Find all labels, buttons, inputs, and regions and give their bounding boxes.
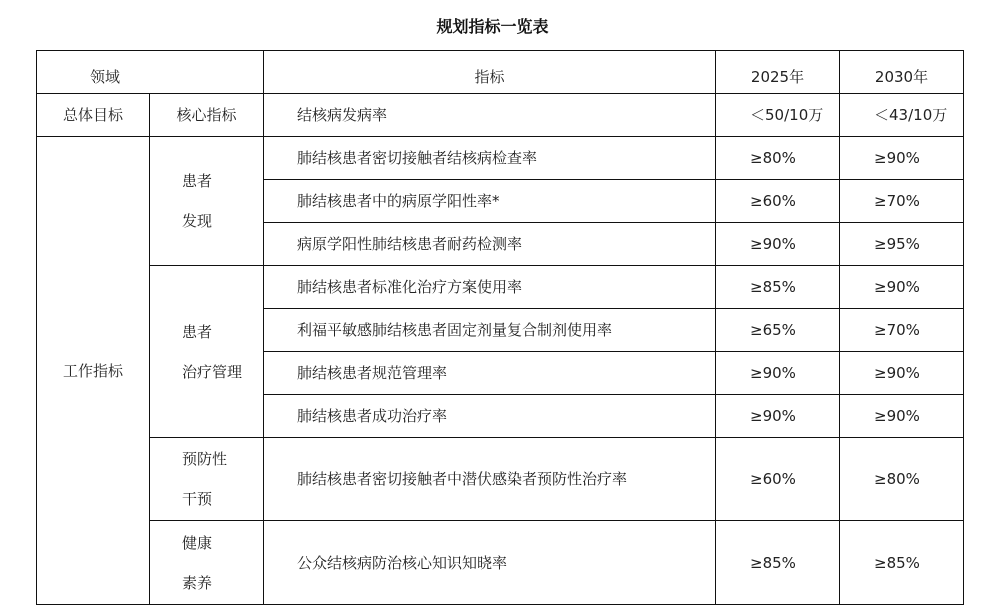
value-2025: ≥90% bbox=[716, 223, 840, 266]
value-2030: ≥90% bbox=[840, 266, 964, 309]
indicator-cell: 肺结核患者密切接触者中潜伏感染者预防性治疗率 bbox=[264, 438, 716, 521]
value-2030: ≥70% bbox=[840, 309, 964, 352]
value-2030: ≥85% bbox=[840, 521, 964, 605]
indicator-cell: 肺结核患者中的病原学阳性率* bbox=[264, 180, 716, 223]
table-row bbox=[37, 266, 964, 309]
indicator-cell: 肺结核患者成功治疗率 bbox=[264, 395, 716, 438]
table-row bbox=[37, 137, 964, 180]
value-2025: ≥90% bbox=[716, 352, 840, 395]
value-2025: ≥65% bbox=[716, 309, 840, 352]
table-row bbox=[37, 438, 964, 521]
value-2030: ≥90% bbox=[840, 352, 964, 395]
header-2030: 2030年 bbox=[840, 51, 964, 94]
value-2025: ≥85% bbox=[716, 521, 840, 605]
group-health-literacy: 健康 素养 bbox=[150, 521, 264, 605]
indicator-cell: 公众结核病防治核心知识知晓率 bbox=[264, 521, 716, 605]
indicator-cell: 肺结核患者密切接触者结核病检查率 bbox=[264, 137, 716, 180]
value-2025: ＜50/10万 bbox=[716, 94, 840, 137]
header-domain: 领域 bbox=[37, 51, 264, 94]
group-patient-finding: 患者 发现 bbox=[150, 137, 264, 266]
table-row-overall bbox=[37, 94, 964, 137]
table-title: 规划指标一览表 bbox=[436, 17, 549, 36]
header-indicator: 指标 bbox=[264, 51, 716, 94]
table-row bbox=[37, 521, 964, 605]
domain-overall: 总体目标 bbox=[37, 94, 150, 137]
value-2025: ≥85% bbox=[716, 266, 840, 309]
value-2030: ≥70% bbox=[840, 180, 964, 223]
group-patient-treatment: 患者 治疗管理 bbox=[150, 266, 264, 438]
indicator-cell: 病原学阳性肺结核患者耐药检测率 bbox=[264, 223, 716, 266]
indicator-cell: 肺结核患者标准化治疗方案使用率 bbox=[264, 266, 716, 309]
value-2030: ≥90% bbox=[840, 137, 964, 180]
domain-work: 工作指标 bbox=[37, 137, 150, 605]
indicator-cell: 利福平敏感肺结核患者固定剂量复合制剂使用率 bbox=[264, 309, 716, 352]
value-2030: ≥80% bbox=[840, 438, 964, 521]
planning-indicators-table bbox=[36, 50, 964, 605]
group-preventive-intervention: 预防性 干预 bbox=[150, 438, 264, 521]
value-2030: ≥95% bbox=[840, 223, 964, 266]
sub-core-indicator: 核心指标 bbox=[150, 94, 264, 137]
header-2025: 2025年 bbox=[716, 51, 840, 94]
value-2025: ≥60% bbox=[716, 180, 840, 223]
indicator-cell: 结核病发病率 bbox=[264, 94, 716, 137]
value-2030: ≥90% bbox=[840, 395, 964, 438]
value-2030: ＜43/10万 bbox=[840, 94, 964, 137]
indicator-cell: 肺结核患者规范管理率 bbox=[264, 352, 716, 395]
value-2025: ≥80% bbox=[716, 137, 840, 180]
header-row bbox=[37, 51, 964, 94]
value-2025: ≥90% bbox=[716, 395, 840, 438]
value-2025: ≥60% bbox=[716, 438, 840, 521]
